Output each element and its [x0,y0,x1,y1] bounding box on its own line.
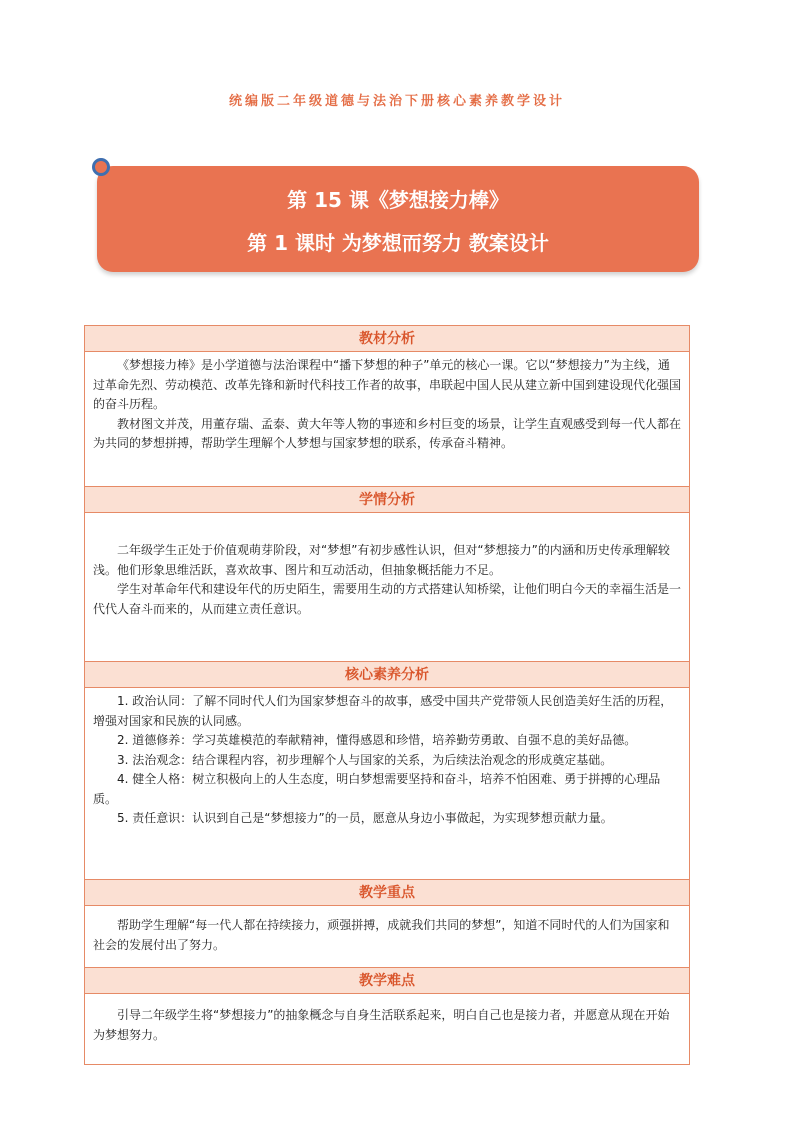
section-body-core-literacy [85,688,689,880]
paragraph: 引导二年级学生将“梦想接力”的抽象概念与自身生活联系起来，明白自己也是接力者，并愿意从现在开始为梦想努力。 [93,1008,670,1042]
paragraph: 学生对革命年代和建设年代的历史陌生，需要用生动的方式搭建认知桥梁，让他们明白今天的幸福生活是一代代人奋斗而来的，从而建立责任意识。 [93,582,682,616]
banner-decoration-dot [92,158,110,176]
section-heading-textbook-analysis: 教材分析 [85,326,689,352]
document-subtitle: 统编版二年级道德与法治下册核心素养教学设计 [228,94,565,109]
section-body-key-points [85,906,689,968]
list-item: 5. 责任意识：认识到自己是“梦想接力”的一员，愿意从身边小事做起，为实现梦想贡献力量。 [117,811,613,825]
paragraph: 《梦想接力棒》是小学道德与法治课程中“播下梦想的种子”单元的核心一课。它以“梦想接力”为主线，通过革命先烈、劳动模范、改革先锋和新时代科技工作者的故事，串联起中国人民从建立新中国到建设现代化强国的奋斗历程。 [93,358,682,411]
paragraph: 二年级学生正处于价值观萌芽阶段，对“梦想”有初步感性认识，但对“梦想接力”的内涵和历史传承理解较浅。他们形象思维活跃，喜欢故事、图片和互动活动，但抽象概括能力不足。 [93,543,670,577]
section-heading-key-points: 教学重点 [85,880,689,906]
list-item: 1. 政治认同：了解不同时代人们为国家梦想奋斗的故事，感受中国共产党带领人民创造美好生活的历程，增强对国家和民族的认同感。 [93,694,673,728]
section-body-difficulties [85,994,689,1064]
section-body-textbook-analysis [85,352,689,487]
paragraph: 帮助学生理解“每一代人都在持续接力，顽强拼搏，成就我们共同的梦想”，知道不同时代的人们为国家和社会的发展付出了努力。 [93,918,670,952]
list-item: 2. 道德修养：学习英雄模范的奉献精神，懂得感恩和珍惜，培养勤劳勇敢、自强不息的美好品德。 [117,733,637,747]
lesson-title: 第 15 课《梦想接力棒》 [287,188,509,212]
section-heading-core-literacy: 核心素养分析 [85,662,689,688]
list-item: 4. 健全人格：树立积极向上的人生态度，明白梦想需要坚持和奋斗，培养不怕困难、勇于拼搏的心理品质。 [93,772,661,806]
paragraph: 教材图文并茂，用董存瑞、孟泰、黄大年等人物的事迹和乡村巨变的场景，让学生直观感受到每一代人都在为共同的梦想拼搏，帮助学生理解个人梦想与国家梦想的联系，传承奋斗精神。 [93,416,682,450]
title-banner [97,166,699,272]
lesson-plan-table [84,325,690,1065]
section-heading-student-analysis: 学情分析 [85,487,689,513]
section-body-student-analysis [85,513,689,662]
section-heading-difficulties: 教学难点 [85,968,689,994]
list-item: 3. 法治观念：结合课程内容，初步理解个人与国家的关系，为后续法治观念的形成奠定基础。 [117,752,613,767]
lesson-subtitle: 第 1 课时 为梦想而努力 教案设计 [247,231,549,255]
